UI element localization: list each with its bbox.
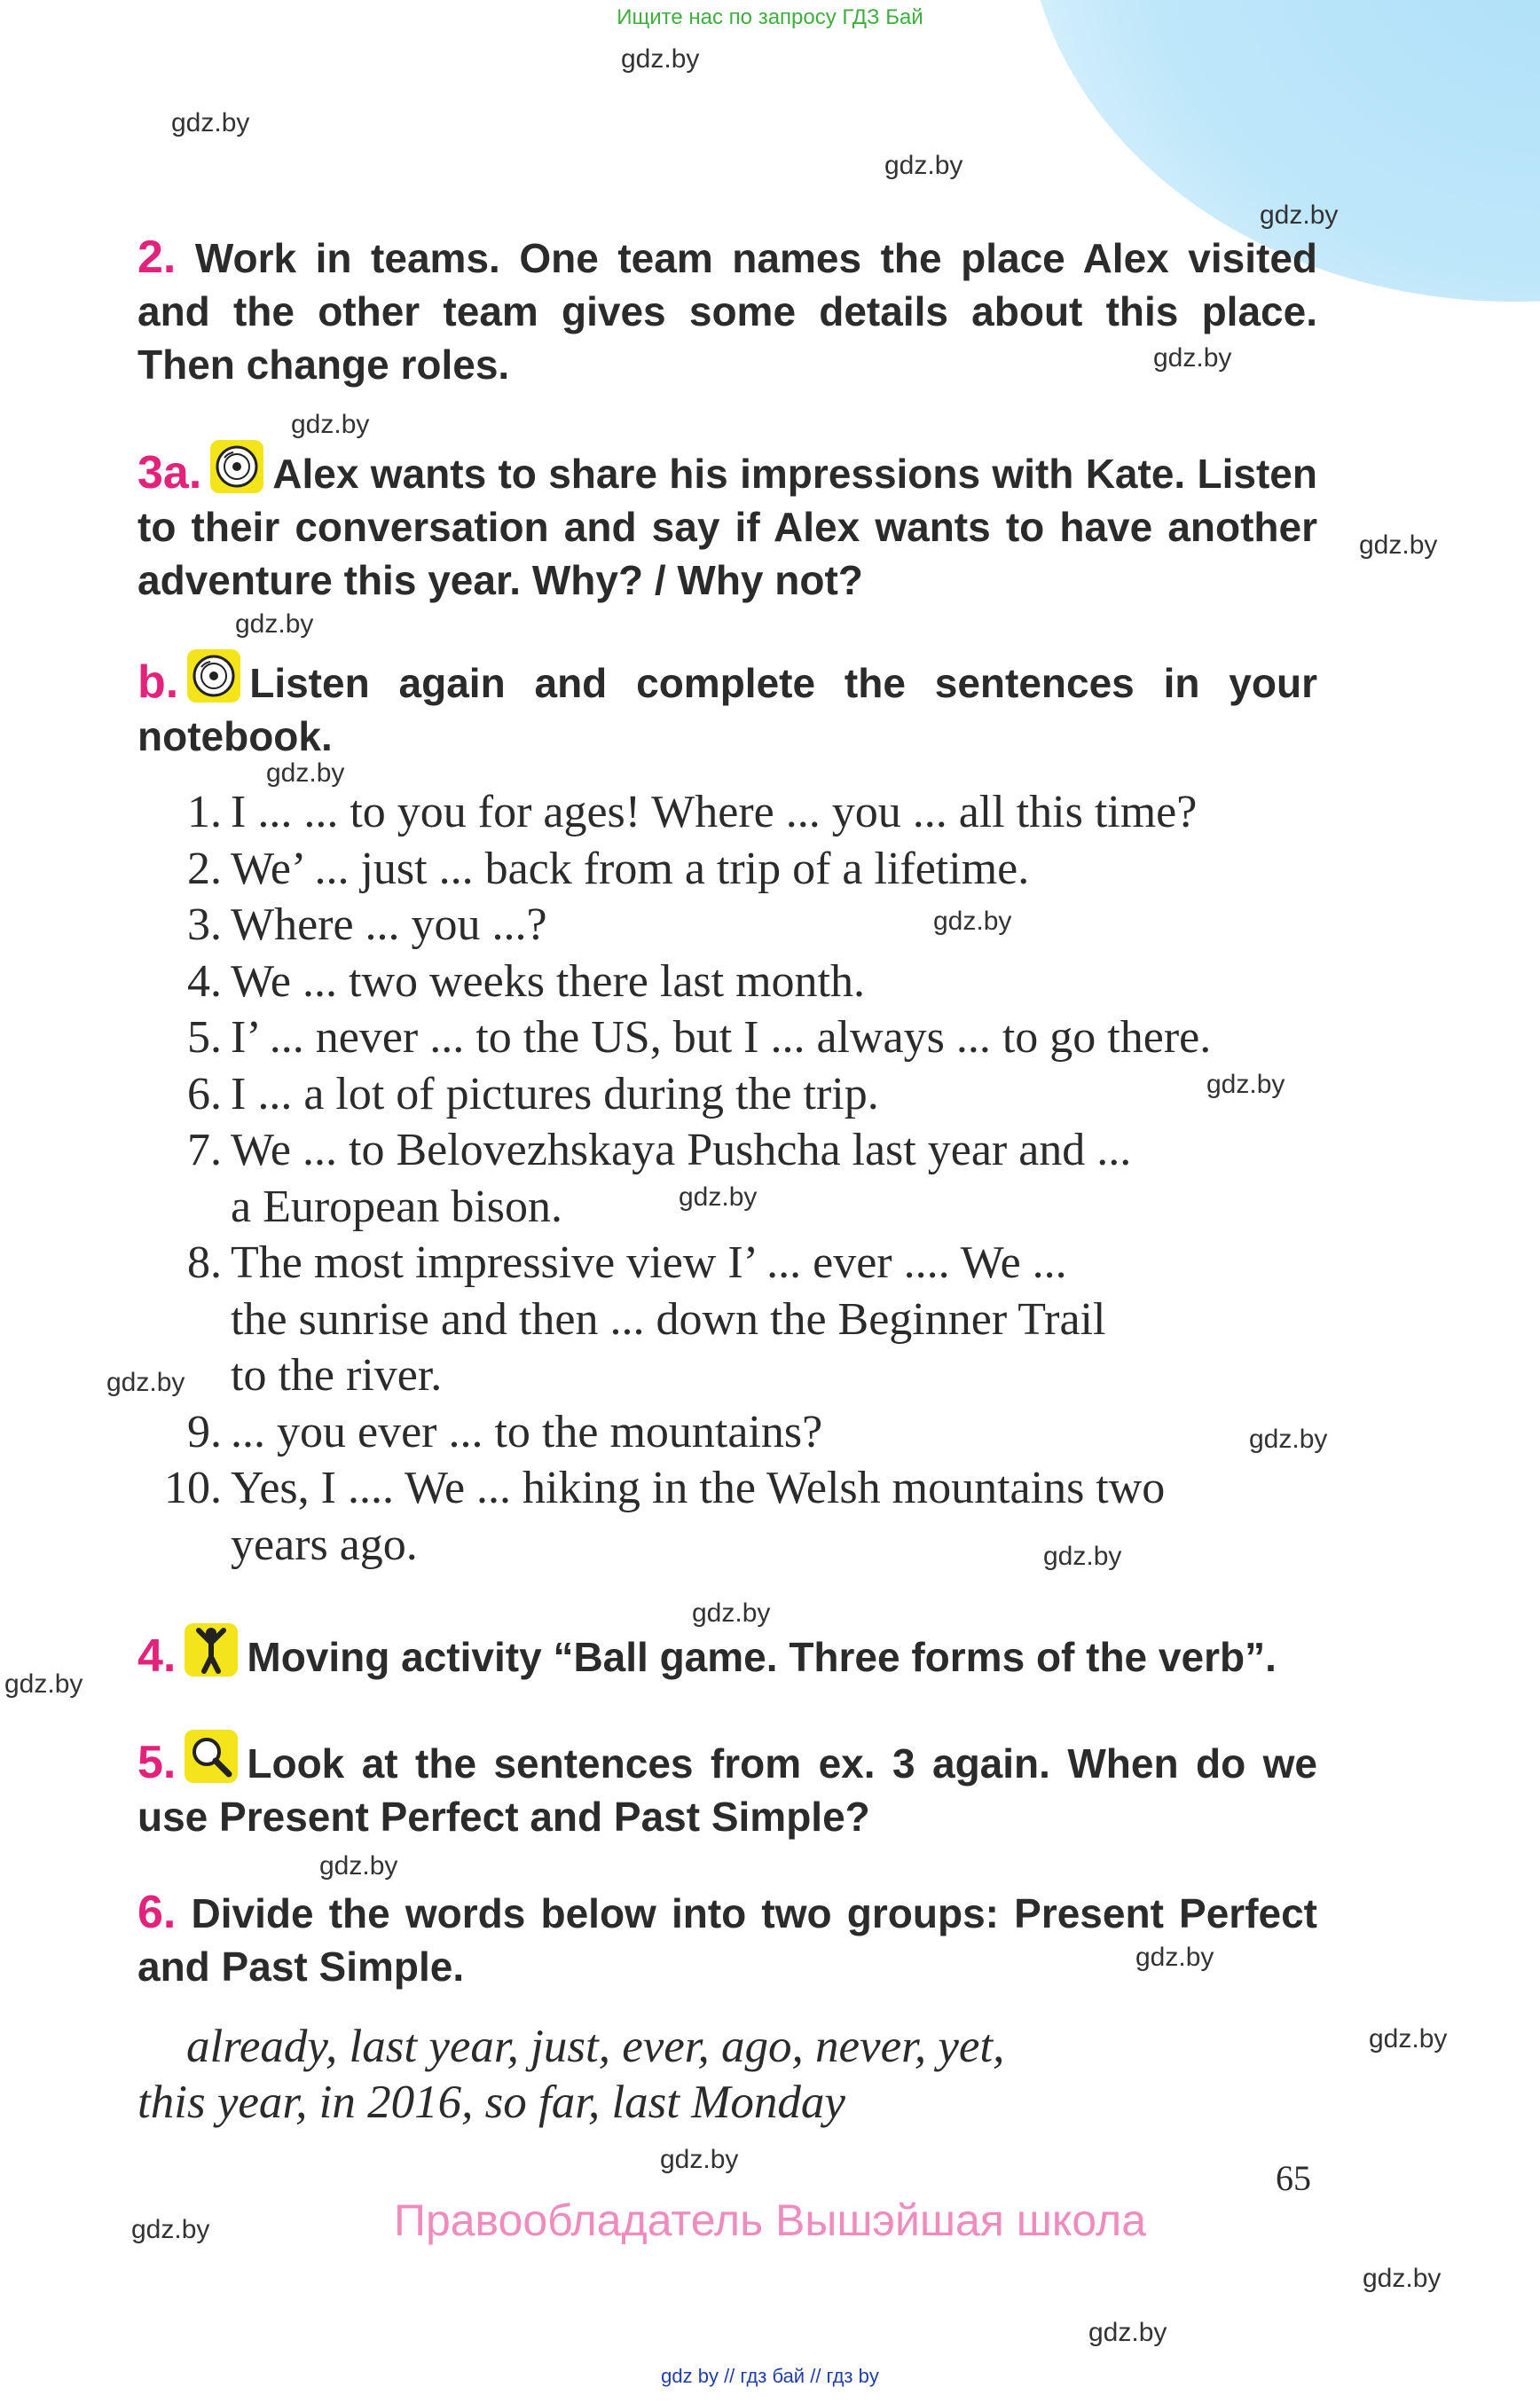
task-text: Look at the sentences from ex. 3 again. When do we use Present Perfect and Past Simple? [138,1740,1317,1840]
task-text: Listen again and complete the sentences in your notebook. [138,660,1317,759]
task-3b [138,649,1317,763]
item-line: Yes, I .... We ... hiking in the Welsh mountains two [231,1463,1166,1513]
item-line: I ... ... to you for ages! Where ... you ... all this time? [231,787,1198,837]
watermark: gdz.by [1153,343,1232,373]
watermark: gdz.by [884,151,963,180]
watermark: gdz.by [1363,2264,1442,2293]
list-item [138,1122,1317,1235]
item-text [231,1122,1317,1235]
item-line: to the river. [231,1350,443,1401]
watermark: gdz.by [291,410,370,439]
item-number: 9. [187,1406,222,1457]
watermark: gdz.by [692,1598,771,1628]
watermark: gdz.by [1043,1542,1122,1571]
item-line: I ... a lot of pictures during the trip. [231,1068,879,1119]
item-number: 3. [187,899,222,950]
task-6 [138,1886,1317,1993]
task-text: Divide the words below into two groups: Present Perfect and Past Simple. [138,1890,1318,1990]
watermark: gdz.by [1369,2024,1448,2054]
watermark: gdz.by [1260,200,1339,230]
task-text: Alex wants to share his impressions with Kate. Listen to their conversation and say if Alex wants to have another adventure this year. Why? / Why not? [138,451,1317,603]
moving-person-icon [185,1623,238,1677]
watermark: gdz.by [171,108,250,137]
watermark: gdz.by [1206,1070,1285,1099]
watermark: gdz.by [621,44,700,74]
magnifier-icon [185,1730,238,1783]
watermark: gdz.by [1359,530,1438,560]
watermark: gdz.by [1249,1425,1328,1454]
watermark: gdz.by [679,1182,758,1212]
item-number: 8. [187,1237,222,1288]
watermark: gdz.by [1088,2318,1167,2347]
task-2 [138,231,1317,391]
item-text [231,784,1317,841]
item-text [231,1066,1317,1123]
watermark: gdz.by [319,1851,398,1881]
list-item [138,1066,1317,1123]
list-item [138,954,1317,1010]
item-number: 10. [164,1463,222,1513]
task-text: Work in teams. One team names the place Alex visited and the other team gives some details about this place. Then change roles. [138,235,1317,388]
item-number: 5. [187,1012,222,1063]
item-line: ... you ever ... to the mountains? [231,1406,823,1457]
watermark: gdz.by [235,609,314,639]
task-3a [138,440,1317,607]
list-item [138,784,1317,841]
task-number: 2. [138,232,177,283]
copyright-notice: Правообладатель Вышэйшая школа [394,2195,1146,2245]
item-line: I’ ... never ... to the US, but I ... always ... to go there. [231,1012,1212,1063]
item-number: 7. [187,1125,222,1175]
item-text [231,841,1317,898]
item-line: a European bison. [231,1181,563,1232]
watermark: gdz.by [933,907,1012,936]
word-list-line: this year, in 2016, so far, last Monday [138,2077,845,2128]
list-item [138,1404,1317,1461]
audio-cd-icon [187,649,240,703]
item-line: The most impressive view I’ ... ever .... We ... [231,1237,1067,1288]
word-list-line: already, last year, just, ever, ago, never, yet, [186,2021,1005,2072]
list-item [138,1235,1317,1404]
list-item [138,1460,1317,1573]
task-number: 6. [138,1887,177,1938]
task-4 [138,1623,1317,1684]
item-line: the sunrise and then ... down the Beginner Trail [231,1293,1106,1345]
item-line: We ... two weeks there last month. [231,955,865,1007]
top-banner[interactable]: Ищите нас по запросу ГДЗ Бай [617,5,923,29]
task-number: 3a. [138,447,202,499]
page-number: 65 [1276,2158,1311,2198]
watermark: gdz.by [106,1368,185,1397]
item-text [231,1460,1317,1573]
item-text [231,897,1317,954]
list-item [138,1009,1317,1066]
watermark: gdz.by [131,2215,210,2244]
item-line: We’ ... just ... back from a trip of a lifetime. [231,843,1030,894]
item-number: 6. [187,1068,222,1119]
list-item [138,841,1317,898]
item-line: years ago. [231,1519,418,1570]
item-text [231,1404,1317,1461]
item-number: 1. [187,787,222,837]
watermark: gdz.by [266,758,345,788]
task-number: 5. [138,1737,177,1788]
word-list [138,2019,1317,2131]
item-text [231,1235,1317,1404]
watermark: gdz.by [660,2145,739,2174]
footer-links[interactable]: gdz by // гдз бай // гдз by [661,2365,879,2387]
audio-cd-icon [210,440,263,493]
sentence-list [138,784,1317,1573]
watermark: gdz.by [4,1669,83,1699]
item-text [231,1009,1317,1066]
item-number: 4. [187,955,222,1007]
item-text [231,954,1317,1010]
item-line: Where ... you ...? [231,899,547,950]
item-number: 2. [187,843,222,894]
watermark: gdz.by [1135,1943,1214,1972]
task-text: Moving activity “Ball game. Three forms of the verb”. [247,1634,1277,1680]
task-number: 4. [138,1630,177,1682]
task-5 [138,1730,1317,1843]
list-item [138,897,1317,954]
item-line: We ... to Belovezhskaya Pushcha last year and ... [231,1125,1132,1175]
task-number: b. [138,656,179,708]
